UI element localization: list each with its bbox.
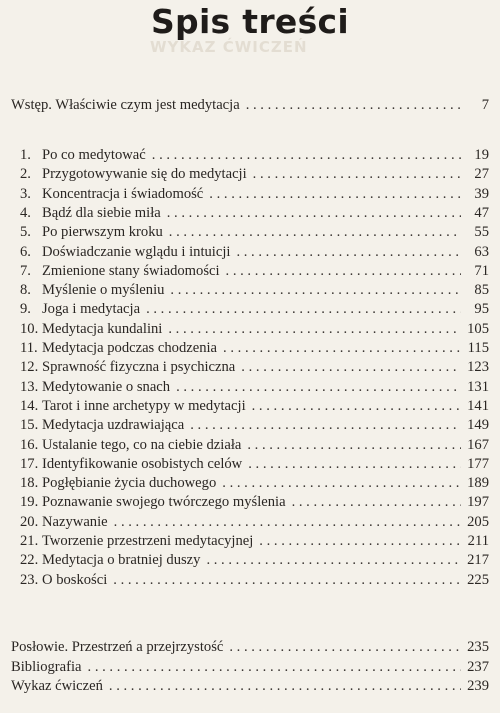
toc-entry-label: Wykaz ćwiczeń <box>11 678 103 694</box>
chapter-number: 18. <box>20 475 39 492</box>
toc-entry-chapter <box>20 435 489 455</box>
toc-entry-label: Medytacja uzdrawiająca <box>42 417 185 434</box>
toc-entry-chapter <box>20 396 489 416</box>
toc-entry-page: 85 <box>474 282 489 299</box>
dot-leader <box>241 357 461 377</box>
chapter-number: 2. <box>20 166 31 183</box>
page-title: Spis treści <box>150 2 350 41</box>
toc-entry-label: Poznawanie swojego twórczego myślenia <box>42 494 286 511</box>
dot-leader <box>222 473 461 493</box>
toc-entry-chapter <box>20 184 489 204</box>
chapter-number: 10. <box>20 320 39 337</box>
toc-entry-chapter <box>20 145 489 165</box>
toc-entry-page: 71 <box>474 262 489 279</box>
toc-entry-page: 131 <box>467 378 489 395</box>
dot-leader <box>292 492 461 512</box>
dot-leader <box>259 531 461 551</box>
toc-entry-label: Nazywanie <box>42 513 108 530</box>
toc-entry-page: 149 <box>467 417 489 434</box>
dot-leader <box>206 550 461 570</box>
chapter-number: 21. <box>20 533 39 549</box>
toc-entry-chapter <box>20 473 489 493</box>
toc-entry-chapter <box>20 280 489 300</box>
chapter-number: 4. <box>20 204 31 221</box>
chapter-number: 8. <box>20 282 31 299</box>
toc-entry-label: Doświadczanie wglądu i intuicji <box>42 243 231 260</box>
dot-leader <box>190 415 461 435</box>
toc-entry-page: 211 <box>467 533 489 549</box>
dot-leader <box>247 435 461 455</box>
toc-entry-label: Medytacja o bratniej duszy <box>42 552 201 569</box>
toc-entry-label: Sprawność fizyczna i psychiczna <box>42 359 236 376</box>
dot-leader <box>229 637 461 657</box>
chapter-number: 23. <box>20 571 39 588</box>
toc-entry-label: Po pierwszym kroku <box>42 224 163 241</box>
toc-entry-page: 197 <box>467 494 489 511</box>
toc-entry-page: 39 <box>474 185 489 202</box>
chapter-number: 14. <box>20 397 39 414</box>
toc-entry-label: Medytacja kundalini <box>42 320 163 337</box>
toc-entry-label: Joga i medytacja <box>42 301 141 318</box>
chapter-number: 19. <box>20 494 39 511</box>
toc-entry-back-matter <box>11 657 489 677</box>
dot-leader <box>246 95 461 115</box>
chapter-number: 5. <box>20 224 31 241</box>
toc-entry-page: 217 <box>467 552 489 569</box>
chapter-number: 9. <box>20 301 31 318</box>
toc-entry-page: 95 <box>474 301 489 318</box>
toc-entry-page: 167 <box>467 436 489 453</box>
dot-leader <box>113 570 461 590</box>
dot-leader <box>176 377 461 397</box>
toc-entry-chapter <box>20 357 489 377</box>
chapter-number: 7. <box>20 262 31 279</box>
toc-entry-chapter <box>20 377 489 397</box>
toc-entry-label: Ustalanie tego, co na ciebie działa <box>42 436 242 453</box>
dot-leader <box>146 299 461 319</box>
toc-entry-page: 115 <box>467 340 489 356</box>
toc-entry-chapter <box>20 222 489 242</box>
toc-entry-chapter <box>20 492 489 512</box>
toc-entry-chapter <box>20 570 489 590</box>
chapter-number: 22. <box>20 552 39 569</box>
toc-entry-page: 27 <box>474 166 489 183</box>
toc-entry-page: 7 <box>481 97 489 113</box>
toc-entry-chapter <box>20 242 489 262</box>
dot-leader <box>236 242 461 262</box>
dot-leader <box>223 338 461 358</box>
toc-entry-label: Tarot i inne archetypy w medytacji <box>42 397 246 414</box>
dot-leader <box>169 222 461 242</box>
toc-entry-label: Bądź dla siebie miła <box>42 204 161 221</box>
chapter-number: 16. <box>20 436 39 453</box>
dot-leader <box>248 454 461 474</box>
toc-entry-page: 105 <box>467 320 489 337</box>
toc-entry-chapter <box>20 531 489 551</box>
toc-entry-label: Wstęp. Właściwie czym jest medytacja <box>11 97 240 113</box>
chapter-number: 13. <box>20 378 39 395</box>
toc-entry-label: Po co medytować <box>42 147 146 163</box>
chapter-number: 17. <box>20 455 39 472</box>
dot-leader <box>252 396 461 416</box>
toc-entry-page: 205 <box>467 513 489 530</box>
toc-entry-back-matter <box>11 676 489 696</box>
toc-entry-intro <box>11 95 489 115</box>
faded-bleed-through-text: WYKAZ ĆWICZEŃ <box>150 38 308 56</box>
toc-entry-back-matter <box>11 637 489 657</box>
toc-entry-label: Bibliografia <box>11 658 82 675</box>
toc-entry-label: Myślenie o myśleniu <box>42 282 165 299</box>
chapter-number: 12. <box>20 359 39 376</box>
toc-entry-page: 141 <box>467 397 489 414</box>
toc-entry-chapter <box>20 203 489 223</box>
toc-entry-page: 19 <box>474 147 489 163</box>
toc-entry-label: O boskości <box>42 571 108 588</box>
dot-leader <box>209 184 461 204</box>
dot-leader <box>226 261 461 281</box>
toc-entry-page: 237 <box>467 658 489 675</box>
toc-entry-chapter <box>20 164 489 184</box>
toc-entry-chapter <box>20 550 489 570</box>
dot-leader <box>168 319 461 339</box>
dot-leader <box>167 203 461 223</box>
toc-entry-chapter <box>20 299 489 319</box>
chapter-number: 11. <box>20 340 38 356</box>
toc-entry-page: 239 <box>467 678 489 694</box>
dot-leader <box>253 164 461 184</box>
toc-entry-chapter <box>20 415 489 435</box>
toc-entry-label: Medytowanie o snach <box>42 378 171 395</box>
dot-leader <box>88 657 461 677</box>
toc-entry-chapter <box>20 319 489 339</box>
toc-entry-page: 177 <box>467 455 489 472</box>
toc-entry-page: 225 <box>467 571 489 588</box>
toc-entry-chapter <box>20 261 489 281</box>
dot-leader <box>170 280 461 300</box>
toc-entry-label: Tworzenie przestrzeni medytacyjnej <box>42 533 254 549</box>
toc-entry-label: Koncentracja i świadomość <box>42 185 204 202</box>
toc-entry-chapter <box>20 338 489 358</box>
toc-entry-page: 47 <box>474 204 489 221</box>
toc-entry-page: 189 <box>467 475 489 492</box>
dot-leader <box>152 145 461 165</box>
dot-leader <box>114 512 461 532</box>
toc-entry-page: 55 <box>474 224 489 241</box>
toc-entry-chapter <box>20 454 489 474</box>
dot-leader <box>109 676 461 696</box>
chapter-number: 1. <box>20 147 31 163</box>
toc-entry-label: Przygotowywanie się do medytacji <box>42 166 247 183</box>
toc-entry-label: Posłowie. Przestrzeń a przejrzystość <box>11 639 224 655</box>
chapter-number: 6. <box>20 243 31 260</box>
toc-entry-page: 63 <box>474 243 489 260</box>
chapter-number: 20. <box>20 513 39 530</box>
toc-entry-label: Zmienione stany świadomości <box>42 262 220 279</box>
toc-entry-page: 235 <box>467 639 489 655</box>
toc-entry-chapter <box>20 512 489 532</box>
toc-entry-page: 123 <box>467 359 489 376</box>
toc-entry-label: Identyfikowanie osobistych celów <box>42 455 243 472</box>
chapter-number: 3. <box>20 185 31 202</box>
toc-entry-label: Pogłębianie życia duchowego <box>42 475 217 492</box>
chapter-number: 15. <box>20 417 39 434</box>
toc-entry-label: Medytacja podczas chodzenia <box>42 340 218 356</box>
